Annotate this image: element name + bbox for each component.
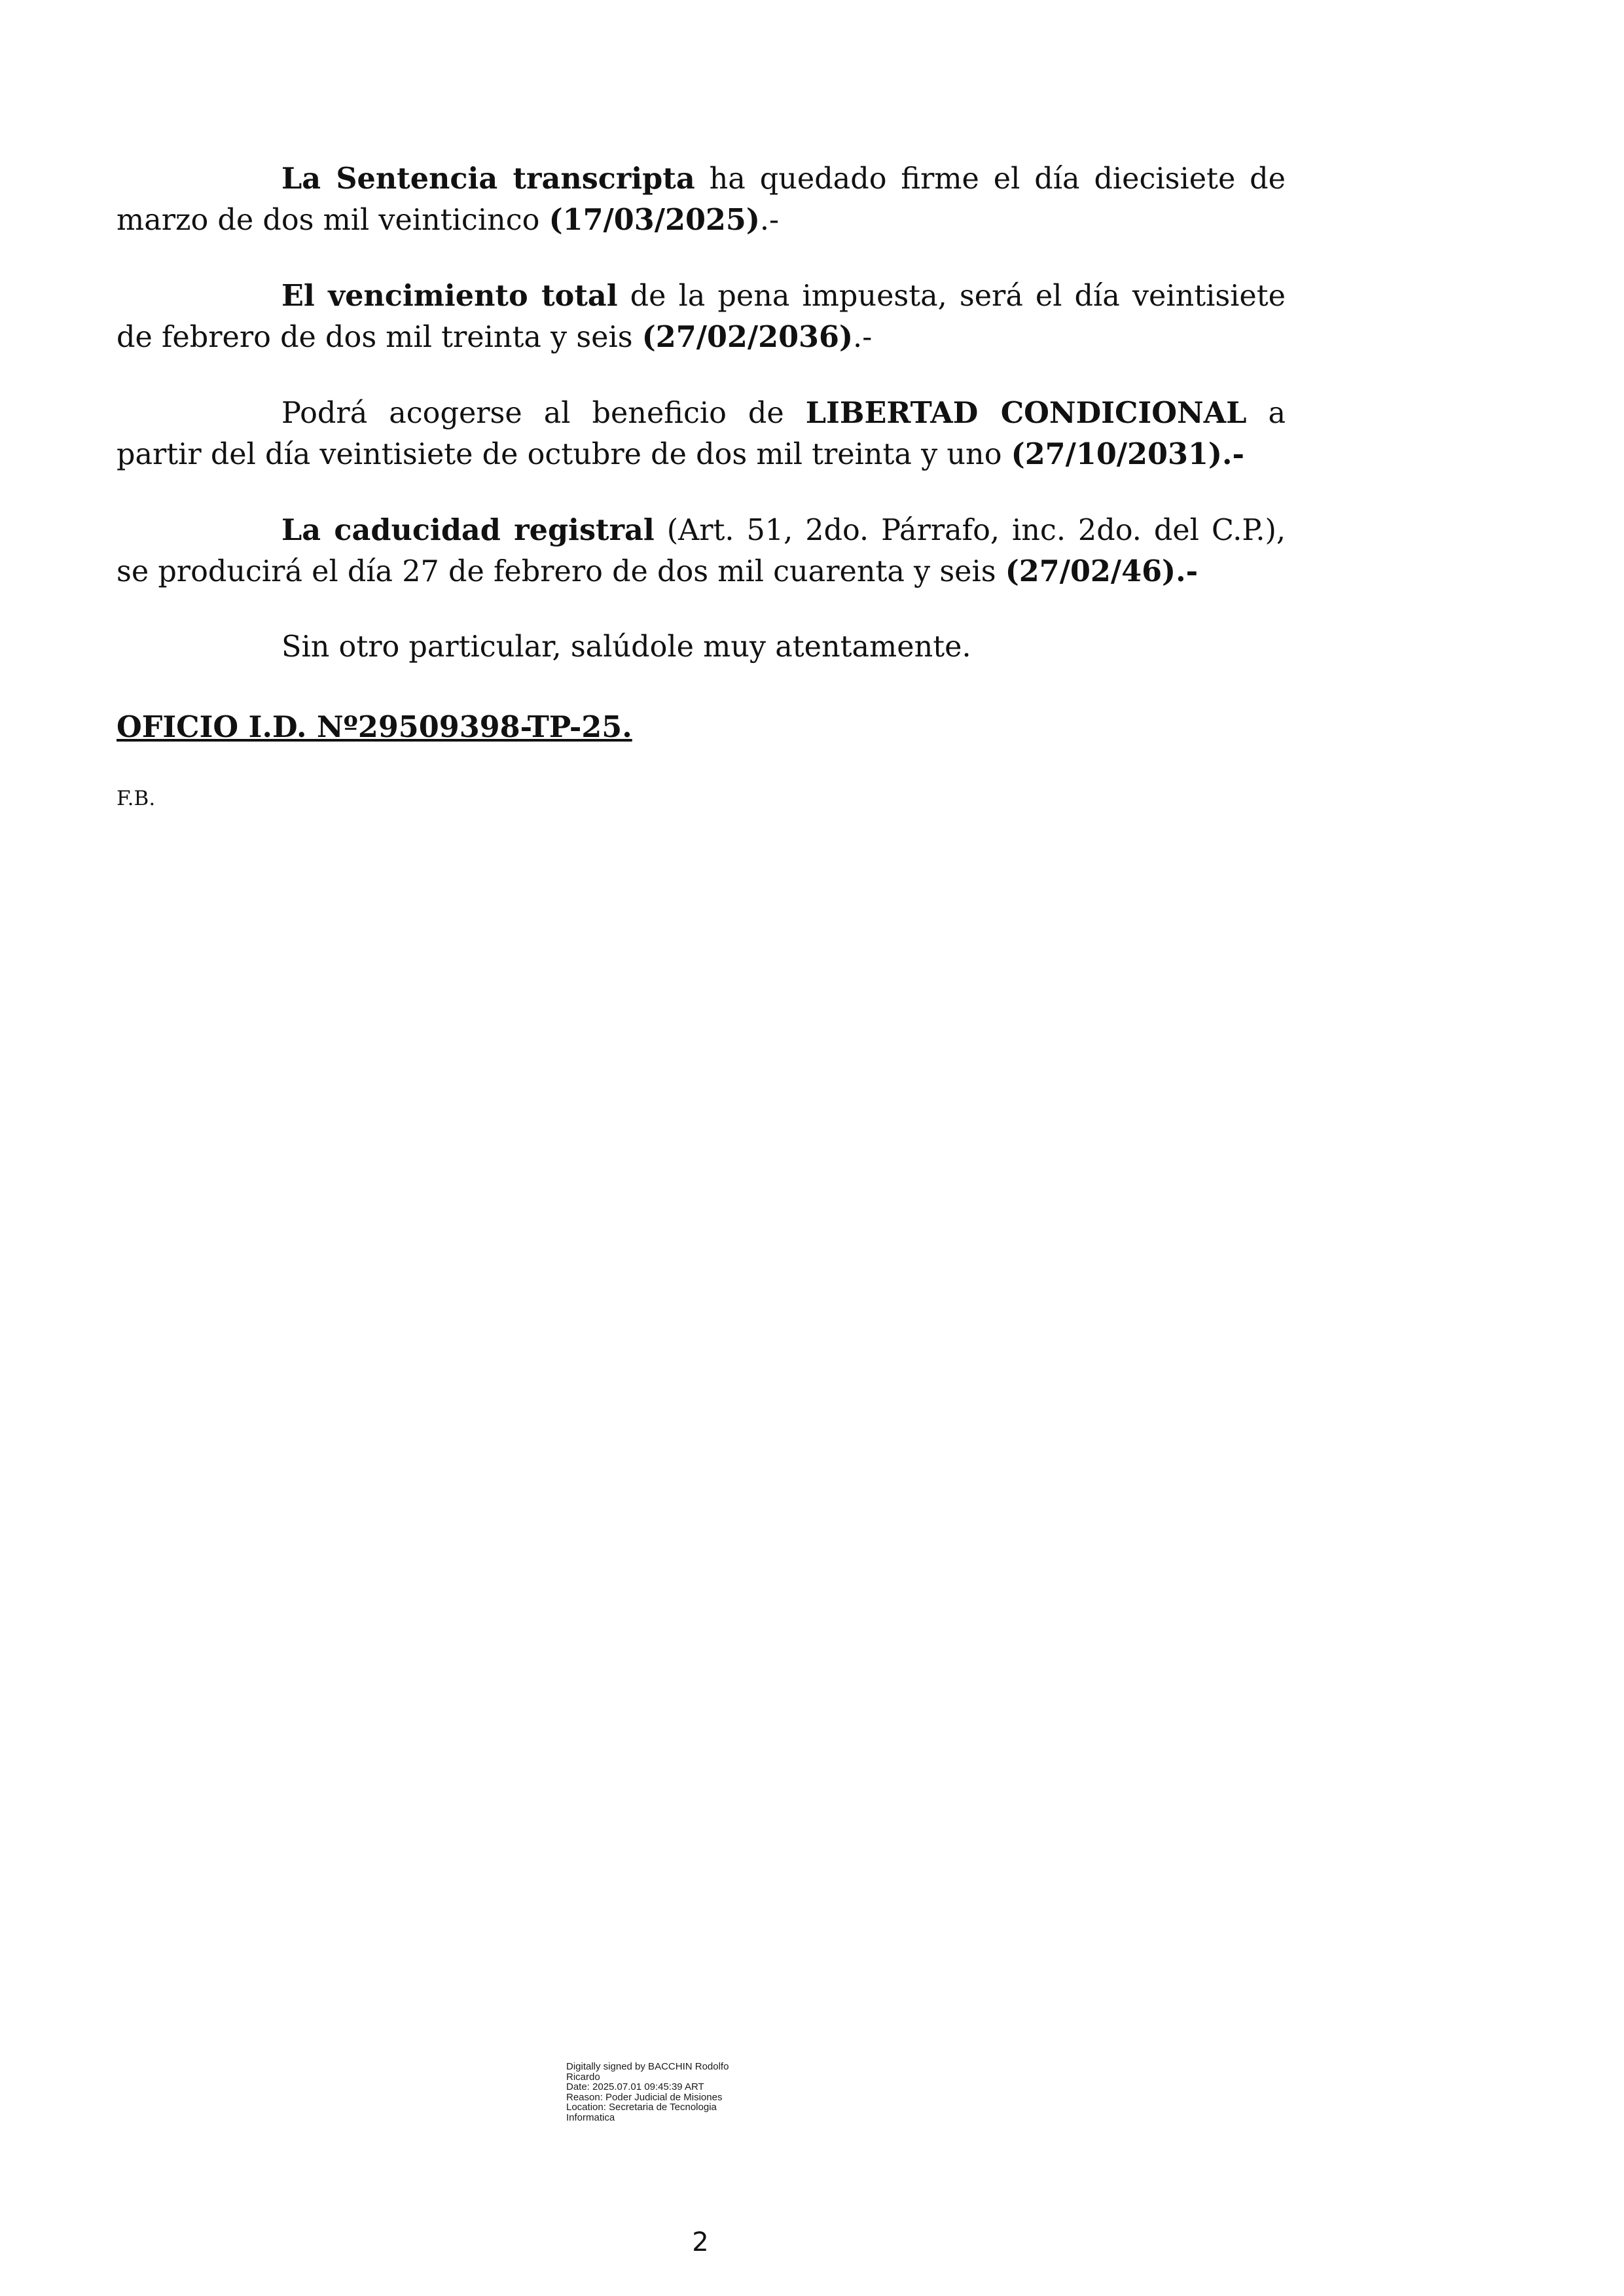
caducidad-date: (27/02/46).- <box>1005 554 1199 588</box>
paragraph-libertad-condicional <box>117 393 1286 475</box>
signature-line: Digitally signed by BACCHIN Rodolfo <box>566 2061 729 2072</box>
libertad-date: (27/10/2031).- <box>1011 437 1244 471</box>
sentencia-date: (17/03/2025) <box>549 203 760 237</box>
signature-location: Location: Secretaria de Tecnologia <box>566 2102 717 2113</box>
sentencia-text: ha quedado firme el día diecisiete de marzo de dos mil veinticinco <box>117 162 1286 237</box>
signature-line: Ricardo <box>566 2071 600 2083</box>
vencimiento-date: (27/02/2036) <box>641 320 854 354</box>
vencimiento-tail: .- <box>853 321 873 354</box>
closing-text: Sin otro particular, salúdole muy atentamente. <box>281 630 971 664</box>
paragraph-vencimiento-total <box>117 276 1286 358</box>
oficio-reference: OFICIO I.D. Nº29509398-TP-25. <box>117 710 632 744</box>
vencimiento-lead: El vencimiento total <box>281 279 618 313</box>
sentencia-lead: La Sentencia transcripta <box>281 162 695 196</box>
libertad-text: a partir del día veintisiete de octubre de dos mil treinta y uno <box>117 397 1286 471</box>
signature-date: Date: 2025.07.01 09:45:39 ART <box>566 2081 704 2092</box>
signature-reason: Reason: Poder Judicial de Misiones <box>566 2091 723 2103</box>
vencimiento-text: de la pena impuesta, será el día veintisiete de febrero de dos mil treinta y seis <box>117 279 1286 354</box>
caducidad-text: (Art. 51, 2do. Párrafo, inc. 2do. del C.P.), se producirá el día 27 de febrero de dos mil cuarenta y seis <box>117 514 1286 588</box>
paragraph-sentencia-firme <box>117 158 1286 241</box>
page-number: 2 <box>692 2227 709 2257</box>
paragraph-caducidad-registral <box>117 510 1286 592</box>
paragraph-closing <box>117 627 1286 668</box>
sentencia-tail: .- <box>759 204 780 237</box>
signature-line: Informatica <box>566 2111 615 2123</box>
libertad-term: LIBERTAD CONDICIONAL <box>805 396 1247 430</box>
digital-signature-block <box>566 2062 763 2123</box>
caducidad-lead: La caducidad registral <box>281 513 655 547</box>
author-initials: F.B. <box>117 787 156 810</box>
libertad-lead: Podrá acogerse al beneficio de <box>281 397 806 430</box>
